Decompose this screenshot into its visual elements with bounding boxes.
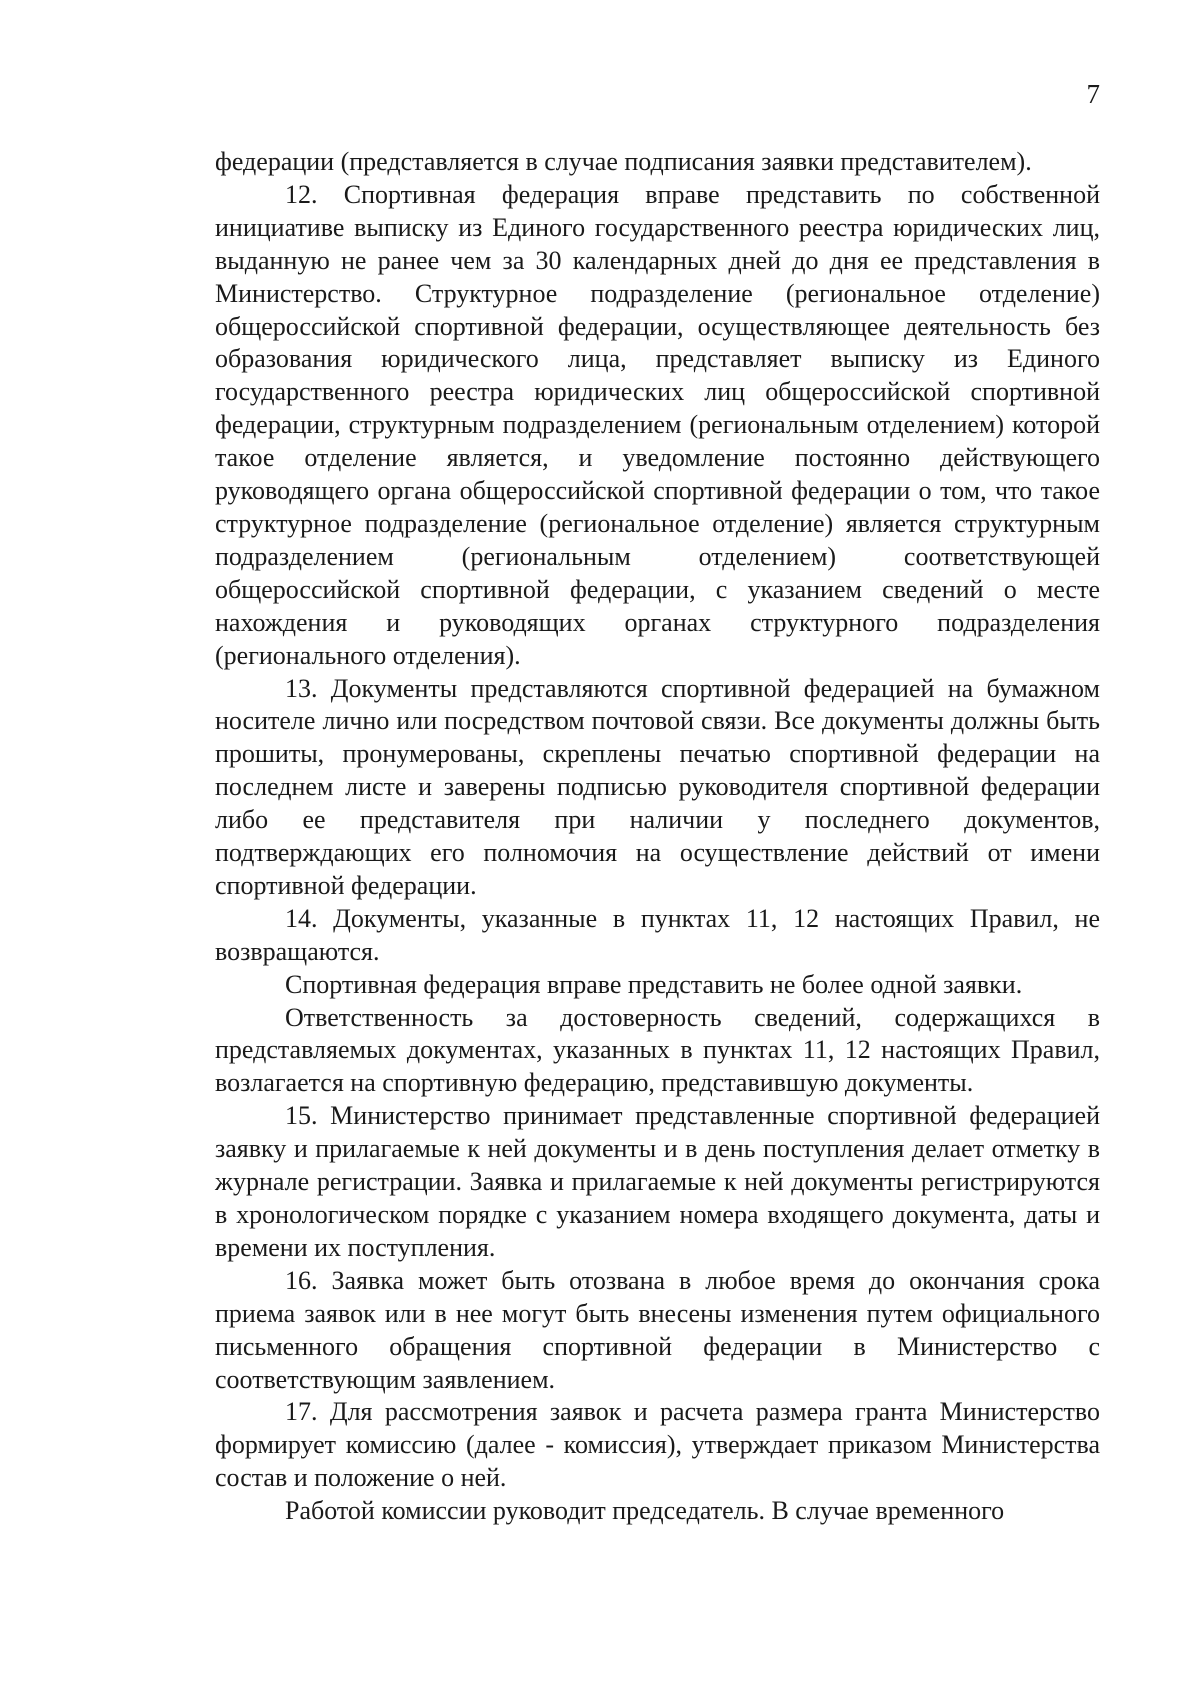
- paragraph-item-13: 13. Документы представляются спортивной федерацией на бумажном носителе лично или посредством почтовой связи. Все документы должны быть прошиты, пронумерованы, скреплены печатью спортивной федерации на последнем листе и заверены подписью руководителя спортивной федерации либо ее представителя при наличии у последнего документов, подтверждающих его полномочия на осуществление действий от имени спортивной федерации.: [215, 673, 1100, 900]
- paragraph-item-14: 14. Документы, указанные в пунктах 11, 12 настоящих Правил, не возвращаются.: [215, 903, 1100, 966]
- paragraph-single-application: Спортивная федерация вправе представить не более одной заявки.: [285, 969, 1023, 999]
- document-body: [215, 146, 1100, 1528]
- paragraph-item-12: 12. Спортивная федерация вправе представить по собственной инициативе выписку из Единого государственного реестра юридических лиц, выданную не ранее чем за 30 календарных дней до дня ее представления в Министерство. Структурное подразделение (региональное отделение) общероссийской спортивной федерации, осуществляющее деятельность без образования юридического лица, представляет выписку из Единого государственного реестра юридических лиц общероссийской спортивной федерации, структурным подразделением (региональным отделением) которой такое отделение является, и уведомление постоянно действующего руководящего органа общероссийской спортивной федерации о том, что такое структурное подразделение (региональное отделение) является структурным подразделением (региональным отделением) соответствующей общероссийской спортивной федерации, с указанием сведений о месте нахождения и руководящих органах структурного подразделения (регионального отделения).: [215, 179, 1100, 670]
- paragraph-item-16: 16. Заявка может быть отозвана в любое время до окончания срока приема заявок или в нее могут быть внесены изменения путем официального письменного обращения спортивной федерации в Министерство с соответствующим заявлением.: [215, 1265, 1100, 1394]
- page-number: 7: [1086, 79, 1100, 109]
- paragraph-continuation: федерации (представляется в случае подписания заявки представителем).: [215, 147, 1032, 176]
- paragraph-commission-chair: Работой комиссии руководит председатель. В случае временного: [285, 1496, 1005, 1526]
- paragraph-responsibility: Ответственность за достоверность сведений, содержащихся в представляемых документах, указанных в пунктах 11, 12 настоящих Правил, возлагается на спортивную федерацию, представившую документы.: [215, 1002, 1100, 1098]
- paragraph-item-15: 15. Министерство принимает представленные спортивной федерацией заявку и прилагаемые к ней документы и в день поступления делает отметку в журнале регистрации. Заявка и прилагаемые к ней документы регистрируются в хронологическом порядке с указанием номера входящего документа, даты и времени их поступления.: [215, 1101, 1100, 1262]
- paragraph-item-17: 17. Для рассмотрения заявок и расчета размера гранта Министерство формирует комиссию (далее - комиссия), утверждает приказом Министерства состав и положение о ней.: [215, 1397, 1100, 1493]
